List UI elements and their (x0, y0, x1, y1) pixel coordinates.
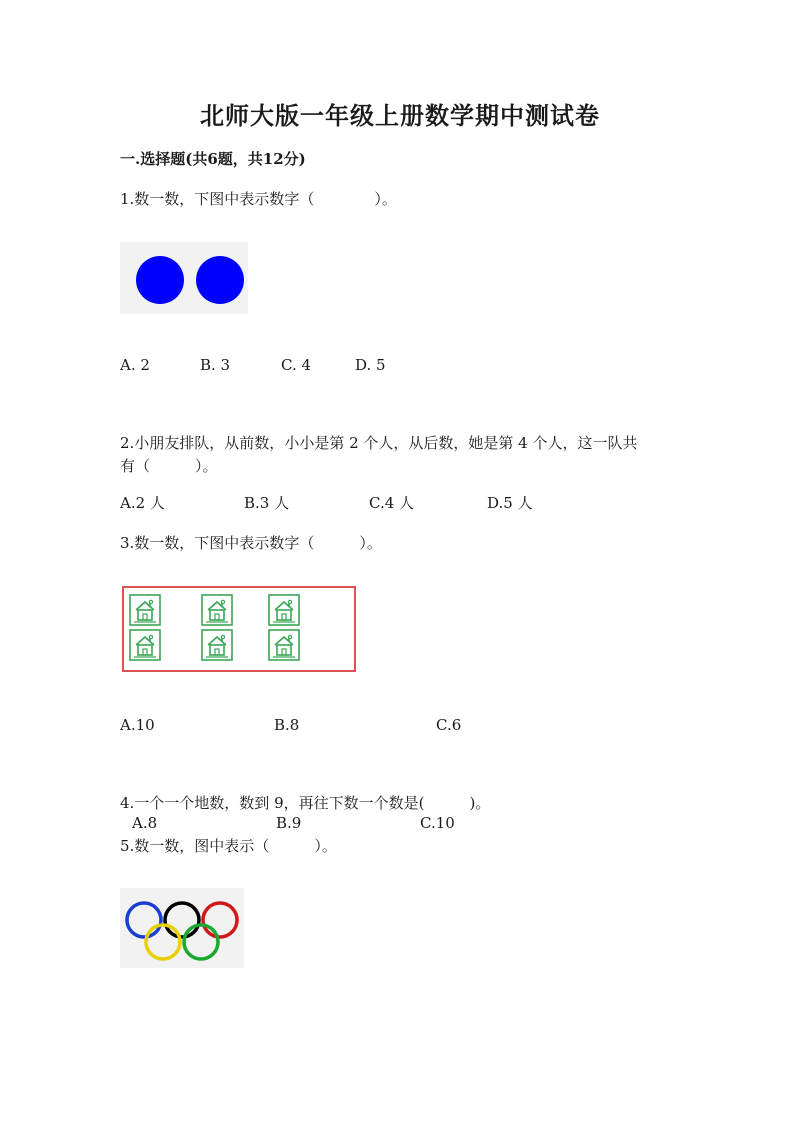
question-4-option-a[interactable]: A.8 (132, 814, 158, 832)
question-5-figure (120, 888, 244, 968)
question-4-option-b[interactable]: B.9 (276, 814, 302, 832)
question-1-option-d[interactable]: D. 5 (355, 356, 386, 374)
question-4-text: 4.一个一个地数，数到 9，再往下数一个数是( )。 (120, 794, 491, 812)
page-title: 北师大版一年级上册数学期中测试卷 (200, 101, 600, 130)
question-5-text: 5.数一数，图中表示（ ）。 (120, 837, 337, 855)
blue-circles-image (120, 242, 248, 314)
black-ring (165, 903, 199, 937)
question-2-option-c[interactable]: C.4 人 (369, 494, 415, 512)
question-1-option-c[interactable]: C. 4 (281, 356, 312, 374)
question-1-option-b[interactable]: B. 3 (200, 356, 231, 374)
question-1-text: 1.数一数，下图中表示数字（ ）。 (120, 190, 397, 208)
question-3-option-b[interactable]: B.8 (274, 716, 300, 734)
question-3-figure (120, 584, 358, 674)
question-2-text-line1: 2.小朋友排队，从前数，小小是第 2 个人，从后数，她是第 4 个人，这一队共 (120, 434, 638, 452)
question-1-option-a[interactable]: A. 2 (120, 356, 150, 374)
question-3-option-c[interactable]: C.6 (436, 716, 462, 734)
red-ring (203, 903, 237, 937)
blue-circle (196, 256, 244, 304)
houses-image (120, 584, 358, 674)
green-ring (184, 925, 218, 959)
question-2-option-a[interactable]: A.2 人 (120, 494, 165, 512)
question-3-text: 3.数一数，下图中表示数字（ ）。 (120, 534, 382, 552)
section-heading: 一.选择题(共6题，共12分) (120, 150, 306, 168)
yellow-ring (146, 925, 180, 959)
olympic-rings-image (120, 888, 244, 968)
question-1-figure (120, 242, 248, 314)
question-2-option-b[interactable]: B.3 人 (244, 494, 290, 512)
question-2-text-line2: 有（ ）。 (120, 457, 218, 475)
question-3-option-a[interactable]: A.10 (120, 716, 155, 734)
blue-ring (127, 903, 161, 937)
question-2-option-d[interactable]: D.5 人 (487, 494, 533, 512)
blue-circle (136, 256, 184, 304)
question-4-option-c[interactable]: C.10 (420, 814, 455, 832)
